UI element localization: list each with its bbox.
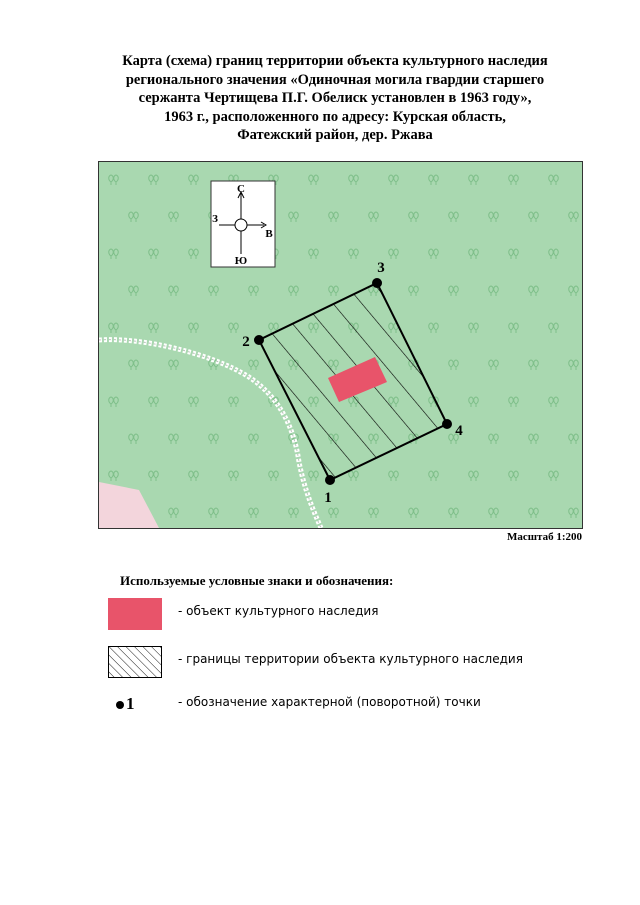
- tree-symbol: [209, 434, 219, 444]
- tree-symbol: [289, 508, 299, 518]
- tree-symbol: [109, 249, 119, 259]
- tree-symbol: [489, 508, 499, 518]
- legend-object-text: - объект культурного наследия: [178, 604, 379, 618]
- tree-symbol: [549, 471, 559, 481]
- legend-point-text: - обозначение характерной (поворотной) точки: [178, 695, 481, 709]
- tree-symbol: [109, 397, 119, 407]
- tree-symbol: [229, 323, 239, 333]
- tree-symbol: [149, 175, 159, 185]
- tree-symbol: [109, 323, 119, 333]
- title-line: регионального значения «Одиночная могила гвардии старшего: [125, 71, 545, 88]
- tree-symbol: [369, 508, 379, 518]
- point-label-3: 3: [377, 260, 385, 276]
- tree-symbol: [449, 508, 459, 518]
- tree-symbol: [489, 286, 499, 296]
- tree-symbol: [389, 249, 399, 259]
- tree-symbol: [169, 434, 179, 444]
- tree-symbol: [169, 286, 179, 296]
- tree-symbol: [509, 323, 519, 333]
- tree-symbol: [449, 212, 459, 222]
- tree-symbol: [409, 286, 419, 296]
- title-line: 1963 г., расположенного по адресу: Курская область,: [164, 108, 506, 125]
- tree-symbol: [509, 471, 519, 481]
- tree-symbol: [249, 508, 259, 518]
- point-label-1: 1: [324, 490, 332, 506]
- tree-symbol: [329, 508, 339, 518]
- point-marker: [442, 419, 452, 429]
- pink-area: [99, 482, 159, 528]
- tree-symbol: [249, 286, 259, 296]
- object-swatch: [108, 598, 162, 630]
- tree-symbol: [529, 434, 539, 444]
- point-marker: [372, 278, 382, 288]
- tree-symbol: [229, 397, 239, 407]
- tree-symbol: [149, 471, 159, 481]
- tree-symbol: [389, 175, 399, 185]
- tree-symbol: [109, 471, 119, 481]
- tree-symbol: [169, 212, 179, 222]
- tree-symbol: [469, 397, 479, 407]
- tree-symbol: [469, 249, 479, 259]
- tree-symbol: [449, 286, 459, 296]
- tree-symbol: [529, 286, 539, 296]
- tree-symbol: [429, 323, 439, 333]
- tree-symbol: [189, 249, 199, 259]
- tree-symbol: [329, 212, 339, 222]
- point-marker: [254, 335, 264, 345]
- tree-symbol: [429, 471, 439, 481]
- tree-symbol: [349, 249, 359, 259]
- tree-symbol: [469, 175, 479, 185]
- tree-symbol: [349, 471, 359, 481]
- map-frame: [98, 161, 583, 529]
- tree-symbol: [569, 360, 579, 370]
- map-canvas: [99, 162, 582, 528]
- tree-symbol: [329, 286, 339, 296]
- compass: [211, 181, 275, 267]
- tree-symbol: [169, 508, 179, 518]
- tree-symbol: [289, 212, 299, 222]
- tree-symbol: [149, 323, 159, 333]
- tree-symbol: [489, 212, 499, 222]
- tree-symbol: [209, 508, 219, 518]
- compass-east-label: В: [265, 228, 273, 240]
- tree-symbol: [209, 286, 219, 296]
- hatch-swatch: [108, 646, 162, 678]
- title-line: Фатежский район, дер. Ржава: [237, 127, 433, 143]
- tree-symbol: [129, 212, 139, 222]
- tree-symbol: [409, 508, 419, 518]
- tree-symbol: [129, 360, 139, 370]
- map-title: [95, 52, 575, 145]
- tree-symbol: [529, 508, 539, 518]
- tree-symbol: [569, 434, 579, 444]
- tree-symbol: [149, 397, 159, 407]
- title-line: Карта (схема) границ территории объекта культурного наследия: [122, 53, 548, 69]
- tree-symbol: [189, 323, 199, 333]
- tree-symbol: [529, 212, 539, 222]
- tree-symbol: [469, 471, 479, 481]
- tree-symbol: [129, 434, 139, 444]
- tree-symbol: [369, 212, 379, 222]
- tree-symbol: [549, 249, 559, 259]
- tree-symbol: [569, 508, 579, 518]
- point-marker: [325, 475, 335, 485]
- tree-symbol: [549, 175, 559, 185]
- tree-symbol: [309, 175, 319, 185]
- tree-symbol: [529, 360, 539, 370]
- tree-symbol: [569, 286, 579, 296]
- tree-symbol: [489, 434, 499, 444]
- point-symbol-icon: [114, 693, 144, 711]
- tree-symbol: [409, 212, 419, 222]
- tree-symbol: [469, 323, 479, 333]
- tree-symbol: [189, 471, 199, 481]
- compass-north-label: С: [237, 183, 245, 195]
- legend-territory-text: - границы территории объекта культурного наследия: [178, 652, 523, 666]
- tree-symbol: [389, 471, 399, 481]
- tree-symbol: [249, 360, 259, 370]
- legend-heading: Используемые условные знаки и обозначения:: [120, 573, 394, 588]
- tree-symbol: [429, 249, 439, 259]
- tree-symbol: [229, 471, 239, 481]
- tree-symbol: [109, 175, 119, 185]
- tree-symbol: [549, 397, 559, 407]
- tree-symbol: [309, 249, 319, 259]
- tree-symbol: [429, 175, 439, 185]
- compass-west-label: З: [212, 213, 218, 225]
- tree-symbol: [349, 175, 359, 185]
- point-label-4: 4: [455, 423, 463, 439]
- tree-symbol: [249, 434, 259, 444]
- compass-south-label: Ю: [234, 255, 248, 267]
- tree-symbol: [509, 175, 519, 185]
- title-line: сержанта Чертищева П.Г. Обелиск установлен в 1963 году»,: [138, 90, 532, 106]
- tree-symbol: [549, 323, 559, 333]
- tree-symbol: [149, 249, 159, 259]
- tree-symbol: [129, 286, 139, 296]
- legend-point-number: 1: [126, 694, 135, 711]
- tree-symbol: [309, 471, 319, 481]
- tree-symbol: [509, 249, 519, 259]
- tree-symbol: [289, 286, 299, 296]
- tree-symbol: [189, 397, 199, 407]
- map-scale: Масштаб 1:200: [506, 531, 582, 543]
- tree-symbol: [449, 360, 459, 370]
- tree-symbol: [169, 360, 179, 370]
- tree-symbol: [189, 175, 199, 185]
- point-label-2: 2: [242, 334, 250, 350]
- tree-symbol: [269, 471, 279, 481]
- tree-symbol: [569, 212, 579, 222]
- tree-symbol: [489, 360, 499, 370]
- tree-symbol: [509, 397, 519, 407]
